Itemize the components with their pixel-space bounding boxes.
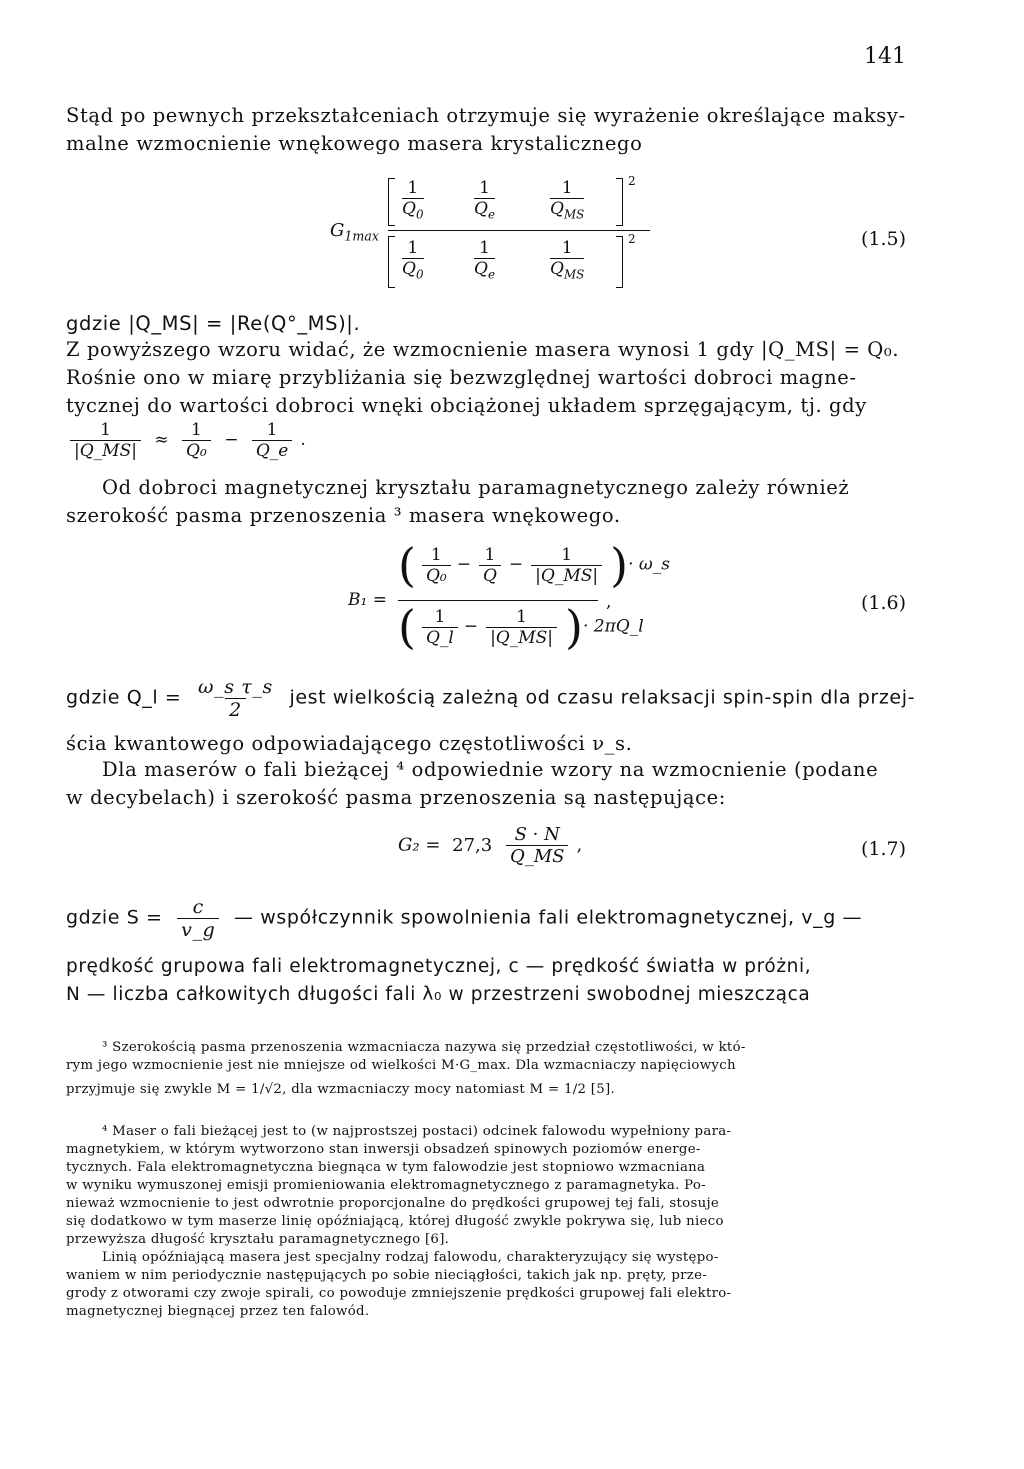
paragraph-line: Od dobroci magnetycznej kryształu paramagnetycznego zależy również bbox=[102, 476, 850, 499]
frac-qms: 1 $Q_{MS}$ bbox=[550, 238, 585, 282]
paragraph-line: Dla maserów o fali bieżącej ⁴ odpowiednie wzory na wzmocnienie (podane bbox=[102, 758, 879, 781]
paragraph-line: Rośnie ono w miarę przybliżania się bezwzględnej wartości dobroci magne- bbox=[66, 366, 857, 389]
footnote-line: się dodatkowo w tym maserze linię opóźniającą, której długość zwykle pokrywa się, lub nieco bbox=[66, 1214, 724, 1229]
footnote-line: ⁴ Maser o fali bieżącej jest to (w najprostszej postaci) odcinek falowodu wypełniony para- bbox=[102, 1124, 732, 1139]
eq-lhs: B₁ = bbox=[348, 590, 387, 610]
frac-q0: 1 $Q_0$ bbox=[402, 178, 424, 222]
equation-1-6: B₁ = ( $\frac{1}{\text{Q₀}}$ − $\frac{1}{Q}$ − $\frac{1}{|Q\_MS|}$ )· ω_s ( $\frac{1}{Q\_l}$ − $\frac{1}{|Q\_MS|}$ )· 2πQ_l , bbox=[348, 538, 670, 654]
footnote-line: przewyższa długość kryształu paramagnetycznego [6]. bbox=[66, 1232, 450, 1247]
where-clause-ql: gdzie Q_l = $\frac{\text{ω\_s τ\_s}}{2}$ jest wielkością zależną od czasu relaksacji spin-spin dla przej- bbox=[66, 676, 916, 721]
bracket-right bbox=[616, 236, 623, 288]
equation-number: (1.5) bbox=[860, 228, 906, 250]
numerator: ( $\frac{1}{\text{Q₀}}$ − $\frac{1}{Q}$ − $\frac{1}{|Q\_MS|}$ )· ω_s bbox=[398, 538, 670, 592]
footnote-line: ³ Szerokością pasma przenoszenia wzmacniacza nazywa się przedział częstotliwości, w któ- bbox=[102, 1040, 746, 1055]
footnote-line: w wyniku wymuszonej emisji promieniowania elektromagnetycznego z paramagnetyka. Po- bbox=[66, 1178, 706, 1193]
footnote-line: magnetykiem, w którym wytworzono stan inwersji obsadzeń spinowych poziomów energe- bbox=[66, 1142, 701, 1157]
bracket-right bbox=[616, 178, 623, 226]
footnote-line: przyjmuje się zwykle M = 1/√2, dla wzmacniaczy mocy natomiast M = 1/2 [5]. bbox=[66, 1082, 616, 1097]
main-fraction-bar bbox=[388, 230, 650, 231]
footnote-line: magnetycznej biegnącej przez ten falowód. bbox=[66, 1304, 370, 1319]
eq-lhs: $G_{1max}$ bbox=[330, 220, 379, 244]
paragraph-line: tycznej do wartości dobroci wnęki obciążonej układem sprzęgającym, tj. gdy bbox=[66, 394, 867, 417]
footnote-line: Linią opóźniającą masera jest specjalny rodzaj falowodu, charakteryzujący się występo- bbox=[102, 1250, 719, 1265]
footnote-line: tycznych. Fala elektromagnetyczna biegnąca w tym falowodzie jest stopniowo wzmacniana bbox=[66, 1160, 706, 1175]
paragraph-line: prędkość grupowa fali elektromagnetycznej, c — prędkość światła w próżni, bbox=[66, 956, 812, 977]
footnote-line: rym jego wzmocnienie jest nie mniejsze od wielkości M·G_max. Dla wzmacniaczy napięciowych bbox=[66, 1058, 736, 1073]
paragraph-line: ścia kwantowego odpowiadającego częstotliwości ν_s. bbox=[66, 732, 633, 755]
equation-number: (1.7) bbox=[860, 838, 906, 860]
paragraph-line: w decybelach) i szerokość pasma przenoszenia są następujące: bbox=[66, 786, 726, 809]
denominator: ( $\frac{1}{Q\_l}$ − $\frac{1}{|Q\_MS|}$ )· 2πQ_l bbox=[398, 600, 644, 654]
footnote-line: grody z otworami czy zwoje spirali, co powoduje zmniejszenie prędkości grupowej fali elektro- bbox=[66, 1286, 732, 1301]
paragraph-line: N — liczba całkowitych długości fali λ₀ w przestrzeni swobodnej mieszcząca bbox=[66, 984, 811, 1005]
bracket-left bbox=[388, 236, 395, 288]
frac-qe: 1 $Q_e$ bbox=[474, 178, 495, 222]
equation-1-7: G₂ = 27,3 $\frac{S \cdot N}{Q\_MS}$ , bbox=[398, 824, 583, 867]
paragraph-line: malne wzmocnienie wnękowego masera krystalicznego bbox=[66, 132, 643, 155]
page-number: 141 bbox=[864, 44, 906, 69]
bracket-left bbox=[388, 178, 395, 226]
exponent: 2 bbox=[628, 232, 636, 246]
paragraph-line: Z powyższego wzoru widać, że wzmocnienie masera wynosi 1 gdy |Q_MS| = Q₀. bbox=[66, 338, 900, 361]
equation-number: (1.6) bbox=[860, 592, 906, 614]
equation-1-5 bbox=[330, 174, 660, 296]
paragraph-line: Stąd po pewnych przekształceniach otrzymuje się wyrażenie określające maksy- bbox=[66, 104, 906, 127]
numerator bbox=[388, 174, 650, 226]
footnote-line: waniem w nim periodycznie następujących po sobie nieciągłości, takich jak np. pręty, prze- bbox=[66, 1268, 708, 1283]
frac-qe: 1 $Q_e$ bbox=[474, 238, 495, 282]
paragraph-line: szerokość pasma przenoszenia ³ masera wnękowego. bbox=[66, 504, 621, 527]
frac-qms: 1 $Q_{MS}$ bbox=[550, 178, 585, 222]
where-clause: gdzie |Q_MS| = |Re(Q°_MS)|. bbox=[66, 312, 361, 335]
frac-q0: 1 $Q_0$ bbox=[402, 238, 424, 282]
exponent: 2 bbox=[628, 174, 636, 188]
where-clause-s: gdzie S = $\frac{c}{v\_g}$ — współczynnik spowolnienia fali elektromagnetycznej, v_g — bbox=[66, 896, 863, 941]
footnote-line: nieważ wzmocnienie to jest odwrotnie proporcjonalne do prędkości grupowej tej fali, stosuje bbox=[66, 1196, 720, 1211]
denominator bbox=[388, 232, 650, 292]
condition-formula: $\frac{1}{|Q\_MS|}$ ≈ $\frac{1}{\text{Q₀}}$ − $\frac{1}{Q\_e}$ . bbox=[70, 420, 306, 461]
